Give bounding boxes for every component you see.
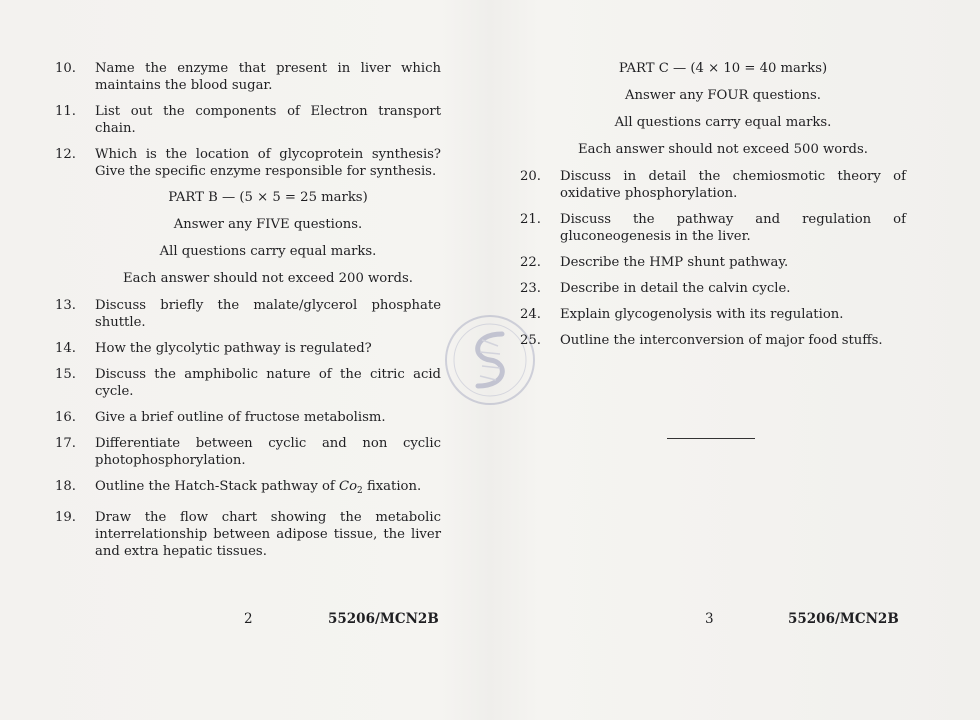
questions-group-c <box>520 168 906 349</box>
question-12 <box>55 146 441 180</box>
right-page-number <box>705 611 714 627</box>
question-text: Describe the HMP shunt pathway. <box>560 255 789 270</box>
question-text: Discuss in detail the chemiosmotic theory of oxidative phosphorylation. <box>560 169 906 201</box>
part-c-title: PART C — (4 × 10 = 40 marks) <box>618 61 828 76</box>
formula-subscript: 2 <box>357 486 363 496</box>
question-text: Name the enzyme that present in liver which maintains the blood sugar. <box>95 61 441 93</box>
question-number: 22. <box>520 255 541 270</box>
question-20 <box>520 168 906 202</box>
part-b-instruction-3: Each answer should not exceed 200 words. <box>123 271 413 286</box>
question-number: 17. <box>55 436 76 451</box>
q18-text-after: fixation. <box>362 479 422 494</box>
question-text: Describe in detail the calvin cycle. <box>560 281 791 296</box>
question-17 <box>55 435 441 469</box>
question-18 <box>55 478 441 500</box>
part-b-instruction-1: Answer any FIVE questions. <box>173 217 363 232</box>
question-text: Explain glycogenolysis with its regulation. <box>560 307 844 322</box>
right-page <box>520 60 906 358</box>
question-number: 12. <box>55 147 76 162</box>
question-text: Give a brief outline of fructose metabolism. <box>95 410 386 425</box>
end-of-paper-rule <box>667 438 755 439</box>
question-number: 23. <box>520 281 541 296</box>
question-number: 19. <box>55 510 76 525</box>
question-21 <box>520 211 906 245</box>
right-paper-code: 55206/MCN2B <box>788 611 899 627</box>
part-c-header <box>540 60 906 158</box>
question-11 <box>55 103 441 137</box>
question-number: 15. <box>55 367 76 382</box>
question-number: 20. <box>520 169 541 184</box>
question-25 <box>520 332 906 349</box>
question-text: Discuss the pathway and regulation of gluconeogenesis in the liver. <box>560 212 906 244</box>
question-22 <box>520 254 906 271</box>
question-16 <box>55 409 441 426</box>
part-b-header <box>95 189 441 287</box>
left-page-number <box>244 611 253 627</box>
left-page <box>55 60 441 569</box>
left-paper-code: 55206/MCN2B <box>328 611 439 627</box>
question-number: 13. <box>55 298 76 313</box>
question-text: Draw the flow chart showing the metabolic interrelationship between adipose tissue, the liver and extra hepatic tissues. <box>95 510 441 559</box>
formula: Co <box>338 479 358 494</box>
question-10 <box>55 60 441 94</box>
question-number: 21. <box>520 212 541 227</box>
question-text: Discuss the amphibolic nature of the citric acid cycle. <box>95 367 441 399</box>
page-number: 2 <box>244 611 253 627</box>
part-c-instruction-2: All questions carry equal marks. <box>614 115 832 130</box>
question-text: Outline the interconversion of major food stuffs. <box>560 333 883 348</box>
question-number: 25. <box>520 333 541 348</box>
question-15 <box>55 366 441 400</box>
question-number: 24. <box>520 307 541 322</box>
q18-text-before: Outline the Hatch-Stack pathway of <box>95 479 339 494</box>
question-number: 16. <box>55 410 76 425</box>
question-number: 10. <box>55 61 76 76</box>
question-number: 14. <box>55 341 76 356</box>
questions-group-a <box>55 60 441 180</box>
part-b-title: PART B — (5 × 5 = 25 marks) <box>168 190 368 205</box>
question-text: How the glycolytic pathway is regulated? <box>95 341 372 356</box>
part-b-instruction-2: All questions carry equal marks. <box>159 244 377 259</box>
question-text: Differentiate between cyclic and non cyclic photophosphorylation. <box>95 436 441 468</box>
question-19 <box>55 509 441 560</box>
question-24 <box>520 306 906 323</box>
question-number: 11. <box>55 104 76 119</box>
question-text <box>95 478 441 500</box>
part-c-instruction-3: Each answer should not exceed 500 words. <box>578 142 868 157</box>
question-23 <box>520 280 906 297</box>
question-13 <box>55 297 441 331</box>
part-c-instruction-1: Answer any FOUR questions. <box>625 88 821 103</box>
page-number: 3 <box>705 611 714 627</box>
question-text: Discuss briefly the malate/glycerol phosphate shuttle. <box>95 298 441 330</box>
questions-group-b <box>55 297 441 469</box>
question-14 <box>55 340 441 357</box>
question-number: 18. <box>55 479 76 494</box>
question-text: List out the components of Electron transport chain. <box>95 104 441 136</box>
question-text: Which is the location of glycoprotein synthesis? Give the specific enzyme responsible for synthesis. <box>95 147 441 179</box>
